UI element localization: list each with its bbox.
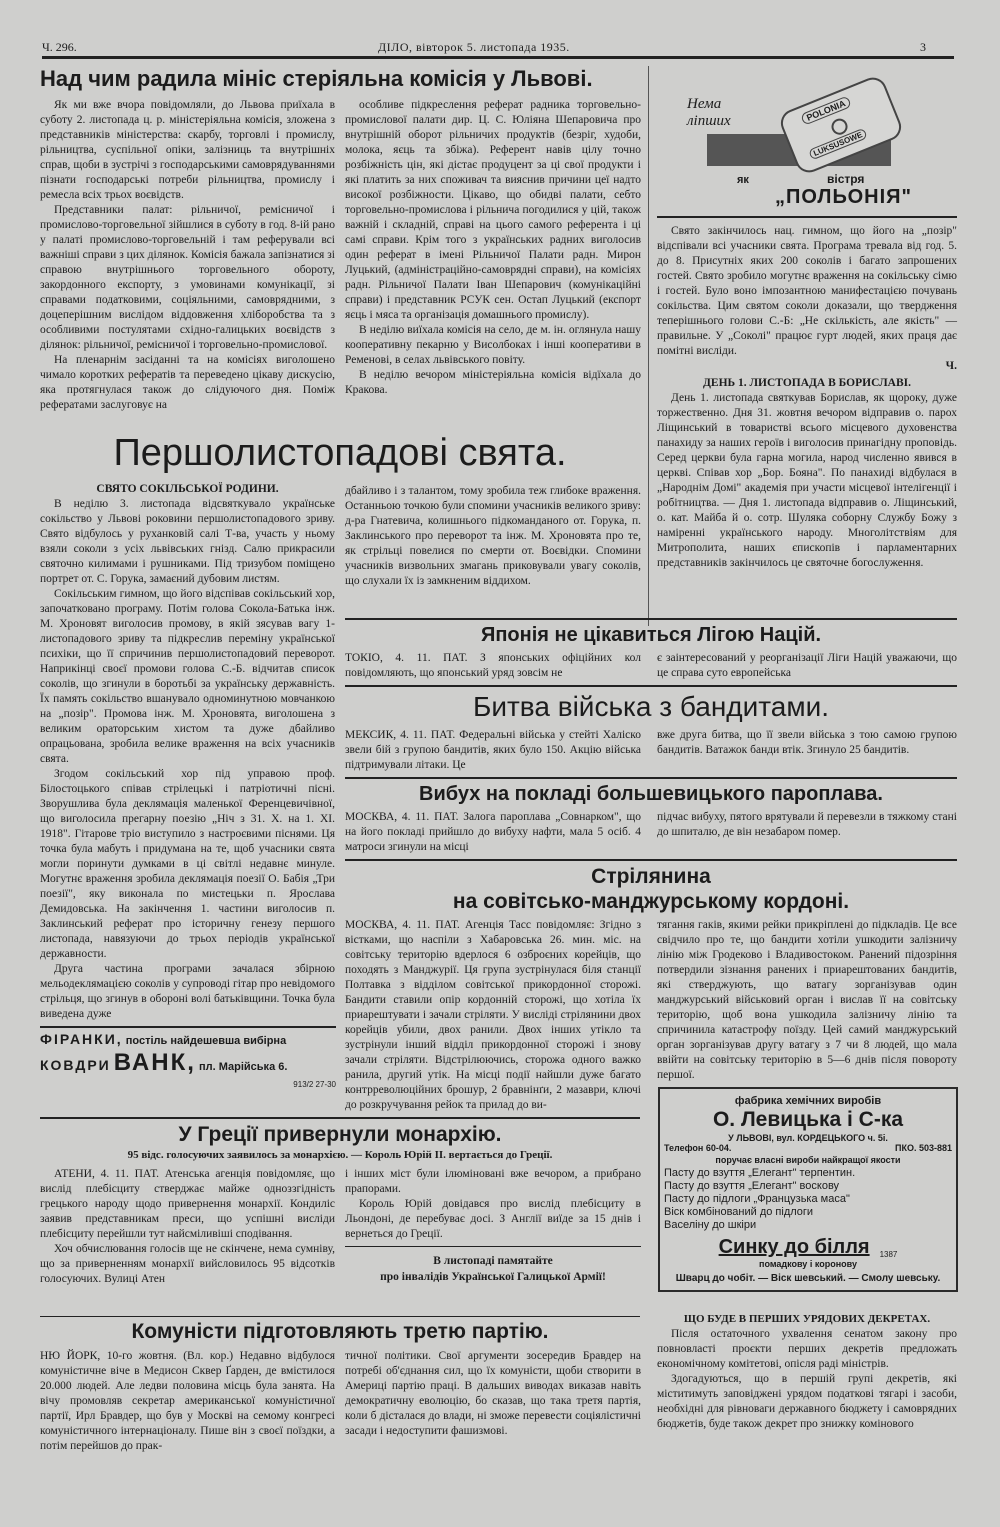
- appeal-text: про інвалідів Української Галицької Армії!: [380, 1271, 606, 1283]
- paragraph: День 1. листопада святкував Борислав, як щороку, дуже торжественно. Дня 31. жовтня вечором відправив о. парох Ліщинський в товаристві всього місцевого духовенства панахиду за наших героїв і виголосив принагідну проповідь. Серед церкви була гарна могила, народ численно явився в церкві. Співав хор „Бор. Бояна". По панахиді відбулася в „Народнім Домі" академія при участи місцевої інтелігенції і робітництва. — Дня 1. листопада відправив о. Ліщинський, о. кат. Майба й о. сотр. Шуляка соборну Службу Божу з наміренні українського народу. Многолітствіям для Митрополита, наших єпископів і парламентарних представників закінчилось це святочне богослуження.: [657, 392, 957, 569]
- headline-greece-block: [40, 1117, 640, 1163]
- paragraph: Здогадуються, що в першій групі декретів, які міститимуть заповіджені урядом податкові тягарі і засоби, необхідні для рівноваги державного бюджету і самоврядних бюджетів, буде також декрет про знижку комінового: [657, 1373, 957, 1430]
- article-first-november-col2: [345, 484, 641, 589]
- ad-product: Пасту до взуття „Елегант" воскову: [664, 1180, 840, 1192]
- ad-text: фабрика хемічних виробів: [734, 1095, 882, 1107]
- ad-brand: „ПОЛЬОНІЯ": [775, 186, 912, 208]
- paragraph: Свято закінчилось нац. гимном, що його на „позір" відспівали всі учасники свята. Програма тревала від год. 5. до 8. Присутніх яких 200 соколів і багато запрошених гостей. Свято зробило могутнє враження на сокільську сімю і гостей. Було воно імпозантною манифестацією почувань сокільства. Цим святом соколи доказали, що твердження теперішнього голови С.-Б: „Не скількість, але якість" — правильне. У „Соколі" працює гурт людей, яких праця дає помітні висліди.: [657, 225, 957, 357]
- appeal-invalids: [345, 1246, 641, 1285]
- article-commission-col2: [345, 98, 641, 398]
- article-japan-col1: ТОКІО, 4. 11. ПАТ. З японських офіційних кол повідомляють, що японський уряд зовсім не: [345, 652, 641, 679]
- ad-text: поручає власні вироби найкращої якости: [715, 1155, 901, 1165]
- article-greece-col2: [345, 1167, 641, 1242]
- headline-shooting: [345, 859, 957, 914]
- issue-number: Ч. 296.: [42, 40, 77, 54]
- article-decrees: [657, 1312, 957, 1432]
- article-communists-col2: тичної політики. Свої аргументи зосередив Бравдер на потребі об'єднання сил, що їх комуністи, щоби створити в Америці партію праці. В дальших виводах виказав навіть демократичну еволюцію, бо сказав, що така третя партія, коли б дісталася до влади, ні зможе перевести соціялістичні засади і недоступити фашизмові.: [345, 1350, 641, 1437]
- paragraph: На пленарнім засіданні та на комісіях виголошено чимало коротких рефератів та переведено цікаву дискусію, яка протягнулася також до слідуючого дня. Поміж рефератами заслуговує на: [40, 354, 335, 411]
- subheadline-greece: 95 відс. голосуючих заявилось за монархією. — Король Юрій II. вертається до Греції.: [127, 1149, 553, 1161]
- ad-text: постіль найдешевша вибірна: [125, 1035, 287, 1047]
- ad-product: Пасту до взуття „Елегант" терпентин.: [664, 1167, 856, 1179]
- ad-text: помадкову і коронову: [759, 1259, 857, 1269]
- paragraph: Сокільським гимном, що його відспівав сокільський хор, започатковано програму. Потім голова Сокола-Батька інж. М. Хроновят виголосив промову, в якій зясував вагу 1-листопадового зриву та підкреслив переміну української психіки, що її спричинив першолистопадовий переворот. Наприкінці своєї промови голова С.-Б. відчитав список соколів, що згинули в боротьбі за українську державність. Їх память сокільство вшанувало одноминутною мовчанкою на „позір". Промова інж. М. Хроновята, виголошена з великим ораторським хистом та дуже дбайливо опрацьована, зробила велике враження на всіх учасників свята.: [40, 588, 335, 765]
- appeal-text: В листопаді памятайте: [433, 1255, 553, 1267]
- article-first-november-col1: [40, 482, 335, 1022]
- ad-product: Пасту до підлоги „Французька маса": [664, 1193, 850, 1205]
- headline-line: Стрілянина: [591, 865, 711, 888]
- article-greece-col1: [40, 1167, 335, 1287]
- article-sokol-ending: [657, 224, 957, 571]
- paragraph: дбайливо і з талантом, тому зробила теж глибоке враження. Останньою точкою були спомини учасників великого зриву: д-ра Гнатевича, колишнього підкоманданого от. Горука, п. Заклинського про переворот та інж. М. Хроновята про те, як стрільці повелися по смерти от. Воєвідки. Спомини учасників визвольних змагань приковували увагу соколів, що слухали їх із замкненим віддихом.: [345, 485, 641, 587]
- article-battle-col1: МЕКСИК, 4. 11. ПАТ. Федеральні війська у стейті Халіско звели бій з групою бандитів, яких було 150. Акцію війська підтримували літаки. Це: [345, 729, 641, 771]
- paragraph: особливе підкреслення реферат радника торговельно-промислової палати дир. Ц. С. Юліяна Шепаровича про внутрішній оборот рільничих продуктів (безріг, худоби, молока, яєць та збіжа). Референт навів цілу точно розбіжність цін, які дістає продуцент за ці свої продукти і які платить за них споживач та вияснив причини цеї надто високої розбіжности. Цікаво, що обидві палати, себто торговельно-промислова і рільнича погодилися у цій, також важній і складній, справі на цього самого референта і ці самі справи. Крім того з українських радних виголосив один реферат в імені Рільничої Палати радн. Мирон Луцький, (адміністраційно-самоврядні справи), на комісіях радн. Рільничої Палати Іван Шепарович (комунікаційні справи) і представник РСУК сен. Остап Луцький (експорт яєць і мяса та організація домашнього промислу).: [345, 99, 641, 321]
- ad-product: Віск комбінований до підлоги: [664, 1206, 814, 1218]
- headline-explosion: Вибух на покладі большевицького пароплава.: [345, 777, 957, 806]
- ad-code: 1387: [879, 1250, 898, 1259]
- ad-text: ФІРАНКИ,: [40, 1031, 123, 1047]
- paragraph: Після остаточного ухвалення сенатом закону про повновласті проєкти перших декретів предложать економічному комітетові, опісля раді міністрів.: [657, 1328, 957, 1370]
- paragraph: Хоч обчислювання голосів ще не скінчене, нема сумніву, що за приверненням монархії вийсловилось 95 відсотків голосуючих. Вулиці Атен: [40, 1243, 335, 1285]
- ad-polonia: [657, 76, 957, 218]
- ad-levytska: [658, 1087, 958, 1292]
- header-rule: [42, 56, 954, 59]
- paragraph: і інших міст були ілюміновані вже вечором, а прибрано прапорами.: [345, 1168, 641, 1195]
- paragraph: В неділю вечором міністеріяльна комісія відїхала до Кракова.: [345, 369, 641, 396]
- ad-text: ліпших: [687, 113, 731, 129]
- paragraph: Король Юрій довідався про вислід плебісциту в Льондоні, де перебуває досі. З Англії виїде за 15 днів і вернеться до Греції.: [345, 1198, 641, 1240]
- paragraph: В неділю 3. листопада відсвяткувало українське сокільство у Львові роковини першолистопадового зриву. Свято відбулось у руханковій салі Т-ва, участь у ньому взяли соколи з усіх львівських гнізд. Салю прикрасили святочно килимами і рушниками. Під тризубом поміщено портрет от. С. Горука, замаєний дубовим листям.: [40, 498, 335, 585]
- article-communists-col1: НЮ ЙОРК, 10-го жовтня. (Вл. кор.) Недавно відбулося комуністичне віче в Медисон Сквер Ґарден, де вмістилося 20.000 людей. Але ледви половина місць була занята. На вічу промовляв секретар американської комуністичної партії, Ирл Бравдер, що був у Москві на семому конгресі комуністичного інтернаціоналу. Пише він з своєї поїздки, а потім перейшов до прак-: [40, 1350, 335, 1452]
- subheadline-boryslav: ДЕНЬ 1. ЛИСТОПАДА В БОРИСЛАВІ.: [702, 377, 912, 389]
- masthead: ДІЛО, вівторок 5. листопада 1935.: [378, 40, 570, 54]
- blade-label: LUKSUSOWE: [808, 128, 868, 161]
- ad-text: вістря: [827, 172, 865, 186]
- ad-product: Васеліну до шкіри: [664, 1219, 757, 1231]
- paragraph: Як ми вже вчора повідомляли, до Львова приїхала в суботу 2. листопада ц. р. міністеріяльна комісія, зложена з представників міністерства: скарбу, торговлі і промислу, рільництва, суспільної опіки, залізниць та внутрішніх справ, щоби в зустрічі з господарськими самоврядуваннями пізнати господарські потреби рільництва, промислу і ремесла всіх трьох воєвідств.: [40, 99, 335, 201]
- ad-code: 913/2 27-30: [293, 1080, 336, 1089]
- paragraph: АТЕНИ, 4. 11. ПАТ. Атенська агенція повідомляє, що вислід плебісциту стверджає майже одноззгідність грецького народу щодо привернення монархії. Кондиліс заявив представникам преси, що успішні висліди плебісциту перейшли тут найсміливіші сподівання.: [40, 1168, 335, 1240]
- ad-vank: [40, 1026, 336, 1089]
- headline-first-november: Першолистопадові свята.: [113, 432, 567, 474]
- headline-ministerial-commission: Над чим радила мініс стеріяльна комісія у Львові.: [40, 66, 593, 91]
- ad-text: ПКО. 503-881: [895, 1143, 952, 1153]
- headline-communists: Комуністи підготовляють третю партію.: [40, 1316, 640, 1345]
- article-battle-col2: вже друга битва, що її звели війська з тою самою групою бандитів. Ватажок банди втік. Згинуло 25 бандитів.: [657, 729, 957, 756]
- ad-text: Телефон 60-04.: [664, 1143, 732, 1153]
- article-japan-col2: є заінтересований у реорганізації Ліги Націй уважаючи, що це справа суто европейська: [657, 652, 957, 679]
- blade-label: POLONIA: [800, 95, 852, 125]
- article-explosion-col1: МОСКВА, 4. 11. ПАТ. Залога пароплава „Совнарком", що на його покладі прийшло до вибуху нафти, мала 5 осіб. 4 матроси згинули на місці: [345, 811, 641, 853]
- paragraph: Друга частина програми зачалася збірною мельодеклямацією соколів у супроводі гітар про невідомого стрільця, що згинув в обороні волі батьківщини. Точка була виведена дуже: [40, 963, 335, 1020]
- column-divider: [648, 66, 649, 626]
- ad-brand: Синку до білля: [718, 1236, 870, 1258]
- article-commission-col1: [40, 98, 335, 413]
- paragraph: Згодом сокільський хор під управою проф. Білостоцького співав стрілецькі і патріотичні пісні. Зворушлива була деклямація маленької Ференцевичівної, що виголосила прегарну поезію „Ніч з 31. X. на 1. XI. 1918". Гітарове тріо виступило з настроєвими піснями. Ця точка була мабуть і придумана на те, щоб учасники свята могли поринути думками в ці світлі недавнє минуле. Могутнє враження зробила деклямація поезії О. Бабія „Три поезії", яку виконала по мистецьки п. Ярослава Демидовська. На закінчення 1. частини виголосив п. Заклинський реферат про історичну генезу першого листопада, навязуючи до трьох періодів української державности.: [40, 768, 335, 960]
- ad-text: КОВДРИ: [40, 1057, 111, 1073]
- subheadline-decrees: ЩО БУДЕ В ПЕРШИХ УРЯДОВИХ ДЕКРЕТАХ.: [683, 1313, 931, 1325]
- page-number: 3: [920, 40, 926, 54]
- ad-text: Нема: [687, 96, 722, 112]
- headline-line: на совітсько-манджурському кордоні.: [452, 890, 850, 913]
- article-shooting-col2: тягання гаків, якими рейки прикріплені до підкладів. Це все свідчило про те, що бандити хотіли ушкодити залізничу лінію між Гродеково і Владивостоком. Ранений підозріння потвердили зізнання ранених і приарештованих бандитів, які стверджують, що ватагу зорганізував один манджурський військовий орган і вислав її на совітську територію, щоб вона ушкодила залізничу лінію та спричинила катастрофу поїзду. Цей самий манджурський орган зорганізував другу ватагу з 7 чи 8 людей, що мала ввійти на совітську територію в 5—6 днів після повороту першої.: [657, 919, 957, 1081]
- ad-product-list: [664, 1167, 952, 1232]
- headline-japan: Японія не цікавиться Лігою Націй.: [345, 618, 957, 647]
- ad-brand: О. Левицька і С-ка: [712, 1108, 904, 1131]
- ad-polonia-tagline: [687, 96, 731, 130]
- ad-text: Шварц до чобіт. — Віск шевський. — Смолу шевську.: [675, 1273, 941, 1284]
- paragraph: Представники палат: рільничої, ремісничої і промислово-торговельної зійшлися в суботу в год. 8-ій рано у палаті промислово-торговельній і там реферували всі важніші справи з цих ділянок. Комісія бажала запізнатися зі справою внутрішнього торговельного обороту, закордонного експорту, з умовинами комунікації, зі справами податковими, соціяльними, самоврядними, з доцеперішним вислідом віддовження хліборобства та з особливими постулятами східно-галицьких воєвідств з ділянок: рільничої, ремісничої і торговельно-промислової.: [40, 204, 335, 351]
- subheadline-sokol: СВЯТО СОКІЛЬСЬКОЇ РОДИНИ.: [96, 483, 279, 495]
- article-shooting-col1: МОСКВА, 4. 11. ПАТ. Агенція Тасс повідомляє: Згідно з вістками, що наспіли з Хабаровська 26. мин. міс. на совітську територію вдерлося 6 озброєних корейців, що походять з Манджурії. Ця група зустрінулася біля станції Полтавка з відділом совітської прикордонної сторожі. Бандити ставили опір кордонній сторожі, що хотіла їх приарештувати і зачали стріляти. У висліді стрілянини двох корейців убили, двох ранили. Двох інших утікло та зустрінули інший відділ прикордонної сторожі і знову зачали стріляти. Відстрілюючись, сторожа одного важко ранила, другий утік. На місці події найшли дуже багато контрреволюційних брошур, 2 бравнінґи, 2 мазаври, ключі до розкручування рейок та прилад до ви-: [345, 919, 641, 1111]
- paragraph: В неділю виїхала комісія на село, де м. ін. оглянула нашу кооперативну пекарню у Висолбоках і інші кооперативи в Ременові, в селах львівського повіту.: [345, 324, 641, 366]
- signature: Ч.: [945, 360, 957, 372]
- ad-text: як: [737, 174, 749, 186]
- headline-greece: У Греції привернули монархію.: [178, 1123, 502, 1146]
- ad-text: пл. Марійська 6.: [198, 1061, 288, 1073]
- ad-brand: ВАНК,: [113, 1049, 196, 1076]
- article-explosion-col2: підчас вибуху, пятого врятували й перевезли в тяжкому стані до шпиталю, де він незабаром помер.: [657, 811, 957, 838]
- headline-battle: Битва війська з бандитами.: [345, 685, 957, 724]
- ad-text: У ЛЬВОВІ, вул. КОРДЕЦЬКОГО ч. 5і.: [728, 1133, 888, 1143]
